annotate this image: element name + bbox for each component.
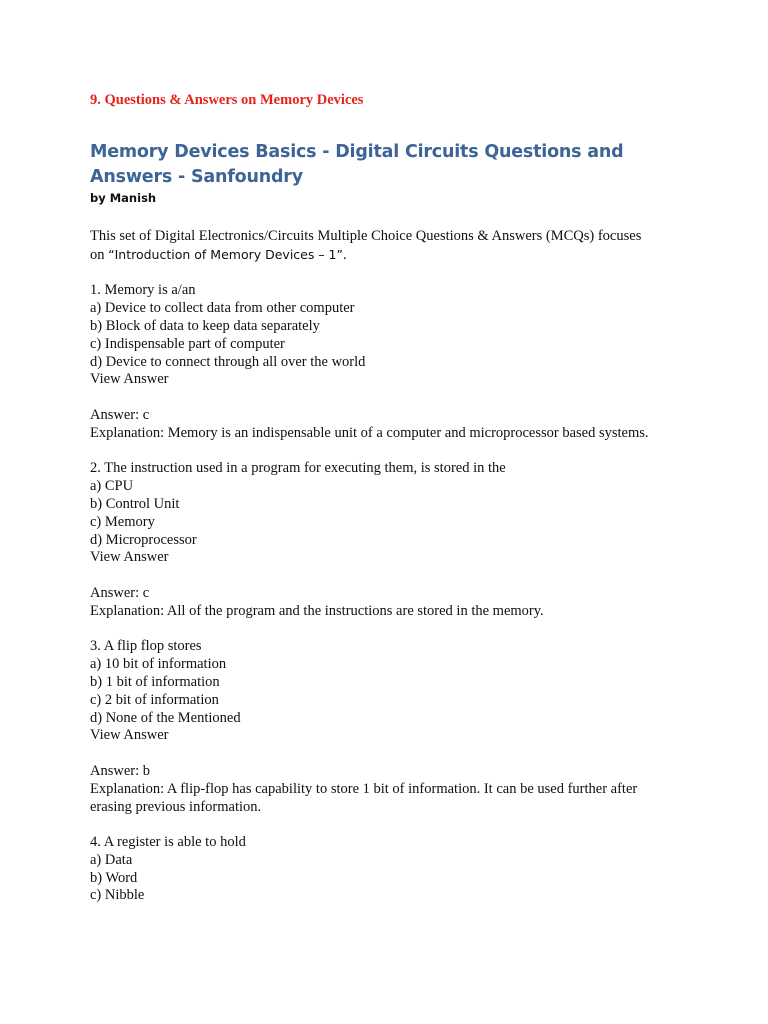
question-2-option-b: b) Control Unit (90, 495, 180, 512)
question-3: 3. A flip flop stores (90, 638, 202, 655)
question-2-view-answer-link[interactable]: View Answer (90, 549, 169, 566)
question-4-option-c: c) Nibble (90, 887, 145, 904)
byline: by Manish (90, 191, 157, 205)
question-2-option-d: d) Microprocessor (90, 531, 197, 548)
article-body (90, 228, 690, 905)
article-title: Memory Devices Basics - Digital Circuits Questions and Answers - Sanfoundry (90, 142, 624, 187)
question-3-option-c: c) 2 bit of information (90, 691, 219, 708)
intro-prefix: on (90, 246, 105, 263)
question-3-view-answer-link[interactable]: View Answer (90, 727, 169, 744)
intro-suffix: . (343, 246, 347, 263)
question-2: 2. The instruction used in a program for executing them, is stored in the (90, 460, 506, 477)
question-4: 4. A register is able to hold (90, 834, 246, 851)
question-3-explanation-line-1: Explanation: A flip-flop has capability to store 1 bit of information. It can be used further after (90, 780, 638, 797)
question-1-option-c: c) Indispensable part of computer (90, 335, 285, 352)
question-2-option-c: c) Memory (90, 513, 155, 530)
question-4-option-a: a) Data (90, 851, 133, 868)
question-1-explanation: Explanation: Memory is an indispensable unit of a computer and microprocessor based systems. (90, 424, 649, 441)
intro-line-2 (90, 246, 690, 265)
question-3-explanation-line-2: erasing previous information. (90, 798, 262, 815)
question-2-explanation: Explanation: All of the program and the instructions are stored in the memory. (90, 602, 544, 619)
question-2-answer: Answer: c (90, 584, 150, 601)
question-1: 1. Memory is a/an (90, 282, 196, 299)
question-2-option-a: a) CPU (90, 478, 134, 495)
section-heading: 9. Questions & Answers on Memory Devices (90, 92, 364, 108)
question-3-option-a: a) 10 bit of information (90, 656, 227, 673)
intro-line-1: This set of Digital Electronics/Circuits Multiple Choice Questions & Answers (MCQs) focuses (90, 228, 642, 244)
question-4-option-b: b) Word (90, 869, 138, 886)
question-1-option-d: d) Device to connect through all over the world (90, 353, 366, 370)
question-3-option-d: d) None of the Mentioned (90, 709, 241, 726)
question-1-option-b: b) Block of data to keep data separately (90, 317, 320, 334)
intro-quote: “Introduction of Memory Devices – 1” (108, 246, 343, 262)
question-1-answer: Answer: c (90, 406, 150, 423)
question-3-option-b: b) 1 bit of information (90, 673, 220, 690)
question-1-option-a: a) Device to collect data from other computer (90, 300, 355, 317)
question-1-view-answer-link[interactable]: View Answer (90, 371, 169, 388)
question-3-answer: Answer: b (90, 762, 151, 779)
